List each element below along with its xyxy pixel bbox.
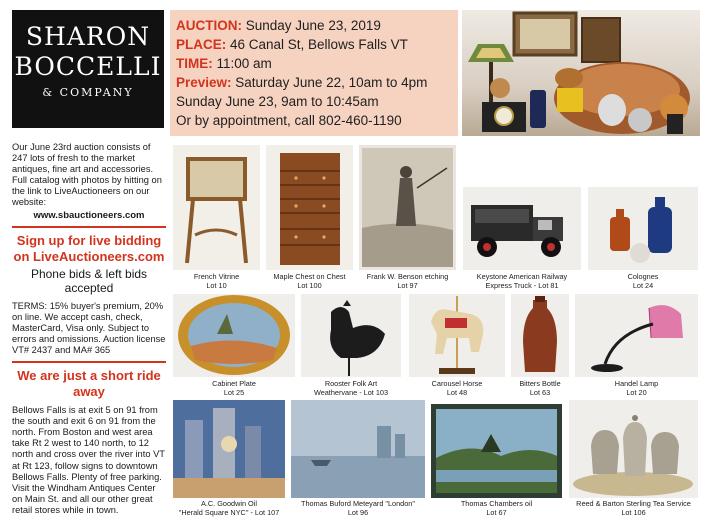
company-logo	[12, 10, 164, 128]
item-lot: Lot 20	[626, 387, 647, 397]
preview-label: Preview:	[176, 75, 232, 90]
item-name: Carousel Horse	[431, 379, 483, 388]
caption-keystone-truck	[461, 273, 583, 290]
divider	[12, 226, 166, 228]
item-name: Rooster Folk Art	[324, 379, 378, 388]
caption-colognes	[586, 273, 700, 290]
caption-carousel-horse	[407, 380, 507, 397]
item-lot: Lot 24	[632, 280, 654, 290]
photo-maple-chest	[266, 145, 353, 270]
item-lot: Lot 96	[347, 507, 369, 517]
item-name: Reed & Barton Sterling Tea Service	[576, 499, 691, 508]
photo-french-vitrine	[173, 145, 260, 270]
item-lot: "Herald Square NYC" - Lot 107	[178, 507, 280, 517]
auction-date-line	[176, 16, 452, 35]
item-lot: Lot 25	[223, 387, 245, 397]
auction-date: Sunday June 23, 2019	[242, 18, 381, 33]
caption-french-vitrine	[171, 273, 262, 290]
preview-value: Saturday June 22, 10am to 4pm	[231, 75, 428, 90]
directions-text: Bellows Falls is at exit 5 on 91 from the south and exit 6 on 91 from the north. From Boston and west area take Rt 2 west to 140 north, to 12 north and cross over the river into VT at Rt 123, follow signs to downtown Bellows Falls. Plenty of free parking. Visit the Windham Antiques Center on Main St. and all our other great retail stores while in town.	[12, 405, 165, 515]
hero-collage-photo	[462, 10, 700, 136]
signup-heading: Sign up for live bidding on LiveAuctioneers.com	[13, 232, 165, 264]
item-name: Keystone American Railway	[476, 272, 568, 281]
item-name: Frank W. Benson etching	[366, 272, 449, 281]
caption-benson-etching	[357, 273, 458, 290]
caption-rooster-weathervane	[299, 380, 403, 397]
item-name: Bitters Bottle	[519, 379, 561, 388]
left-column	[12, 142, 166, 516]
logo-line-boccelli: BOCCELLI	[14, 52, 162, 81]
photo-chambers-oil	[431, 404, 562, 498]
item-lot: Lot 100	[297, 280, 322, 290]
photo-cabinet-plate	[173, 294, 295, 377]
item-lot: Express Truck - Lot 81	[485, 280, 559, 290]
caption-tea-service	[567, 500, 700, 517]
place-line	[176, 35, 452, 54]
item-name: Handel Lamp	[614, 379, 659, 388]
photo-carousel-horse	[409, 294, 505, 377]
intro-text: Our June 23rd auction consists of 247 lots of fresh to the market antiques, fine art and accessories. Full catalog with photos by hitting on the link to LiveAuctioneers on our website:	[12, 142, 162, 208]
appointment-line: Or by appointment, call 802-460-1190	[176, 113, 402, 128]
auction-info-panel	[170, 10, 458, 136]
time-line	[176, 54, 452, 73]
photo-goodwin-oil	[173, 400, 285, 498]
place-value: 46 Canal St, Bellows Falls VT	[226, 37, 408, 52]
photo-handel-lamp	[575, 294, 698, 377]
logo-line-company: & COMPANY	[42, 86, 134, 99]
website-link[interactable]: www.sbauctioneers.com	[33, 209, 145, 221]
caption-bitters-bottle	[507, 380, 573, 397]
item-lot: Lot 97	[397, 280, 418, 290]
photo-meteyard-london	[291, 400, 425, 498]
photo-benson-etching	[359, 145, 456, 270]
preview-line	[176, 73, 452, 92]
caption-maple-chest	[264, 273, 355, 290]
item-name: A.C. Goodwin Oil	[201, 499, 257, 508]
caption-goodwin-oil	[171, 500, 287, 517]
item-name: Colognes	[627, 272, 659, 281]
preview-line-2: Sunday June 23, 9am to 10:45am	[176, 94, 379, 109]
item-lot: Lot 10	[206, 280, 227, 290]
item-name: French Vitrine	[193, 272, 240, 281]
photo-rooster-weathervane	[301, 294, 401, 377]
phone-bids-text: Phone bids & left bids accepted	[30, 266, 148, 295]
place-label: PLACE:	[176, 37, 227, 52]
time-label: TIME:	[176, 56, 213, 71]
item-name: Thomas Chambers oil	[460, 499, 533, 508]
item-name: Cabinet Plate	[212, 379, 256, 388]
photo-colognes	[588, 187, 698, 270]
caption-chambers-oil	[429, 500, 564, 517]
item-lot: Lot 48	[446, 387, 468, 397]
photo-bitters-bottle	[511, 294, 569, 377]
item-lot: Lot 106	[621, 507, 646, 517]
item-name: Thomas Buford Meteyard "London"	[301, 499, 415, 508]
item-name: Maple Chest on Chest	[273, 272, 346, 281]
item-lot: Lot 67	[486, 507, 507, 517]
terms-text: TERMS: 15% buyer's premium, 20% on line. We accept cash, check, MasterCard, Visa only. Subject to errors and omissions. Auction license VT# 2437 and MA# 365	[12, 300, 166, 355]
caption-meteyard-london	[289, 500, 427, 517]
caption-handel-lamp	[573, 380, 700, 397]
time-value: 11:00 am	[212, 56, 272, 71]
caption-cabinet-plate	[171, 380, 297, 397]
auction-label: AUCTION:	[176, 18, 242, 33]
photo-tea-service	[569, 400, 698, 498]
divider	[12, 361, 166, 363]
item-lot: Weathervane - Lot 103	[313, 387, 389, 397]
logo-line-sharon: SHARON	[25, 22, 151, 51]
ride-heading: We are just a short ride away	[17, 368, 161, 400]
photo-keystone-truck	[463, 187, 581, 270]
hero-collage-image	[462, 10, 700, 136]
item-lot: Lot 63	[529, 387, 551, 397]
